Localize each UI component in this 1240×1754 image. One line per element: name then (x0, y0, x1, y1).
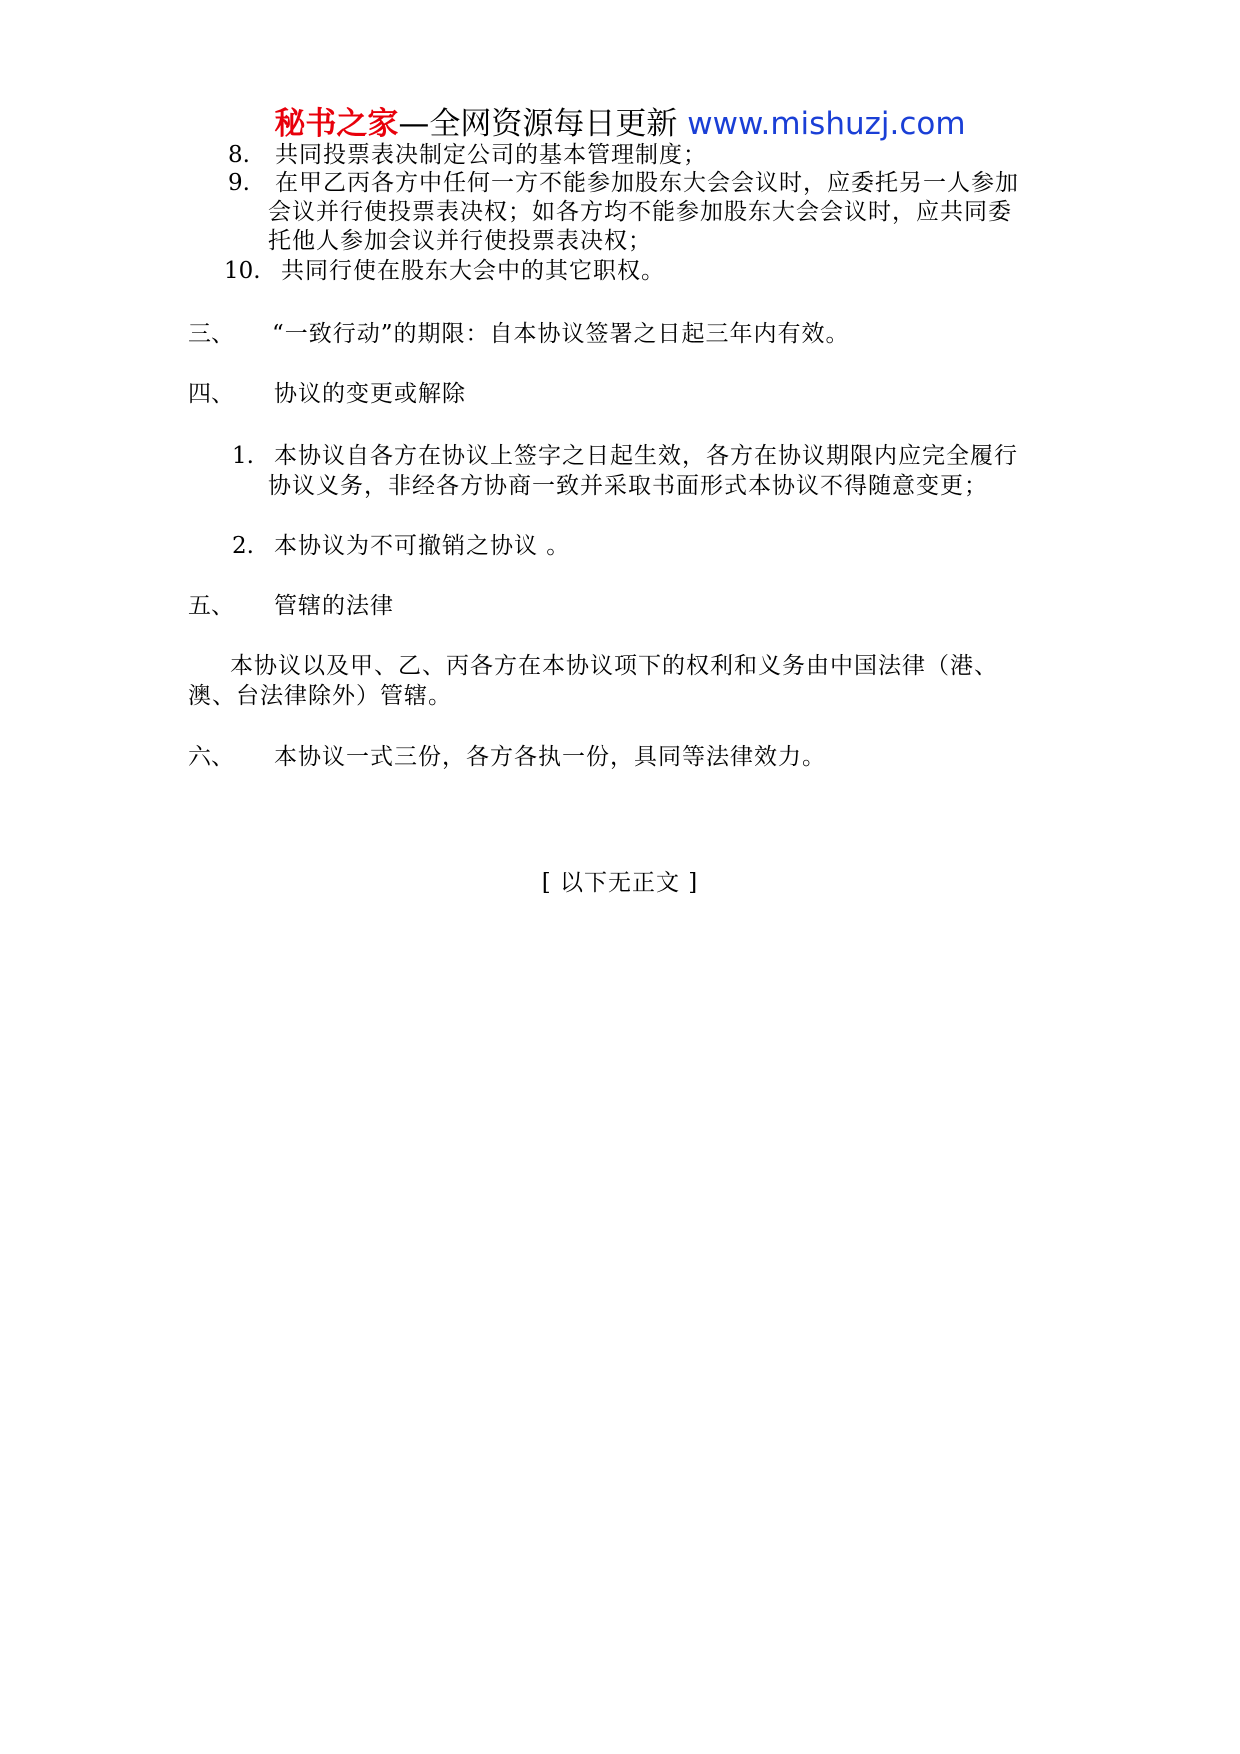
section-5-title: 管辖的法律 (274, 593, 394, 619)
section-4-sub-1-number: 1. (232, 443, 254, 469)
header-url: www.mishuzj.com (687, 106, 966, 142)
item-9-line-1: 在甲乙丙各方中任何一方不能参加股东大会会议时，应委托另一人参加 (275, 170, 1019, 196)
item-9-line-2: 会议并行使投票表决权；如各方均不能参加股东大会会议时，应共同委 (268, 199, 1012, 225)
section-4-sub-1-line-1: 本协议自各方在协议上签字之日起生效，各方在协议期限内应完全履行 (274, 443, 1018, 469)
section-4-sub-2-text: 本协议为不可撤销之协议 。 (274, 533, 571, 559)
section-3-text: “一致行动”的期限：自本协议签署之日起三年内有效。 (272, 321, 850, 347)
section-4-title: 协议的变更或解除 (274, 381, 466, 407)
section-5-paragraph-line-1: 本协议以及甲、乙、丙各方在本协议项下的权利和义务由中国法律（港、 (230, 653, 998, 679)
header-tagline: —全网资源每日更新 (398, 106, 678, 142)
section-4-sub-1-line-2: 协议义务，非经各方协商一致并采取书面形式本协议不得随意变更； (268, 473, 988, 499)
item-10-text: 共同行使在股东大会中的其它职权。 (281, 258, 665, 284)
item-9-number: 9. (228, 170, 250, 196)
section-4-sub-2-number: 2. (232, 533, 254, 559)
section-3-number: 三、 (188, 321, 234, 347)
item-8-text: 共同投票表决制定公司的基本管理制度； (275, 142, 707, 168)
section-5-number: 五、 (188, 593, 234, 619)
item-8-number: 8. (228, 142, 250, 168)
brand-name: 秘书之家 (274, 106, 399, 142)
end-of-text-note: [ 以下无正文 ] (541, 870, 699, 896)
item-10-number: 10. (224, 258, 261, 284)
section-6-number: 六、 (188, 744, 234, 770)
section-5-paragraph-line-2: 澳、台法律除外）管辖。 (188, 683, 452, 709)
section-6-text: 本协议一式三份，各方各执一份，具同等法律效力。 (274, 744, 826, 770)
section-4-number: 四、 (188, 381, 234, 407)
item-9-line-3: 托他人参加会议并行使投票表决权； (268, 228, 652, 254)
